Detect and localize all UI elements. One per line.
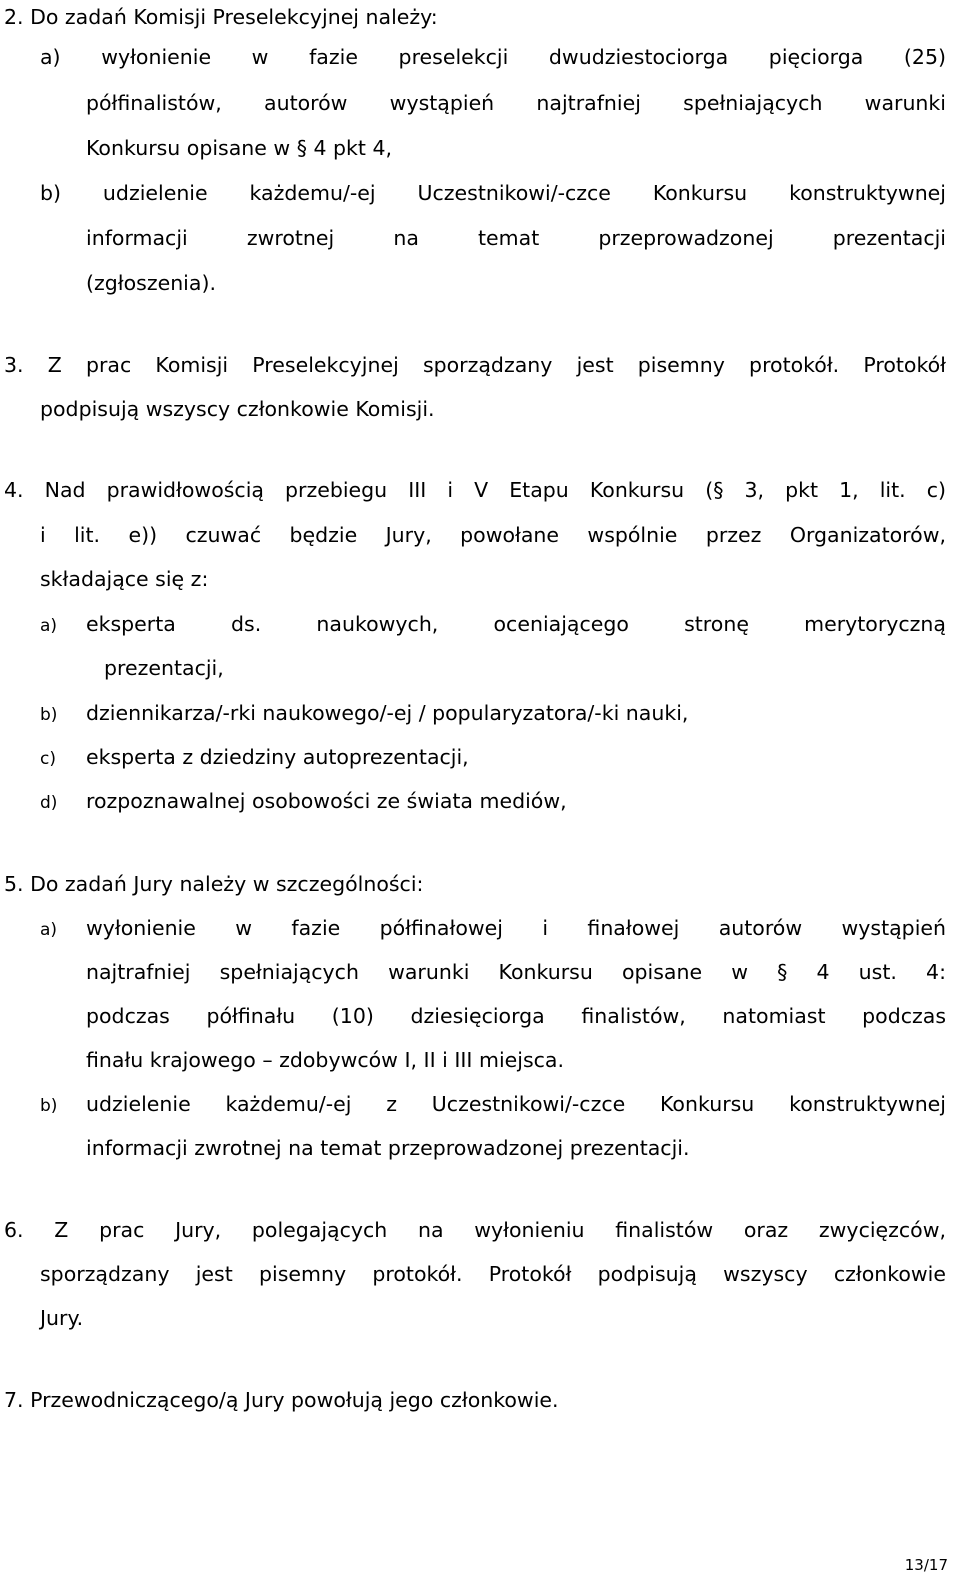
section-5-item-b-line-2: informacji zwrotnej na temat przeprowadzonej prezentacji. xyxy=(86,1136,690,1160)
section-2-item-a-line-2: półfinalistów, autorów wystąpień najtrafniej spełniających warunki xyxy=(86,91,946,115)
section-5-marker-b: b) xyxy=(40,1096,58,1116)
section-4-item-b: dziennikarza/-rki naukowego/-ej / popularyzatora/-ki nauki, xyxy=(86,701,689,725)
section-4-marker-c: c) xyxy=(40,749,56,769)
section-5-item-a-line-3: podczas półfinału (10) dziesięciorga finalistów, natomiast podczas xyxy=(86,1004,946,1028)
section-4-line-2: i lit. e)) czuwać będzie Jury, powołane wspólnie przez Organizatorów, xyxy=(40,523,946,547)
section-5-item-a-line-2: najtrafniej spełniających warunki Konkursu opisane w § 4 ust. 4: xyxy=(86,960,946,984)
section-4-item-d: rozpoznawalnej osobowości ze świata mediów, xyxy=(86,789,567,813)
section-7-line-1: 7. Przewodniczącego/ą Jury powołują jego członkowie. xyxy=(4,1388,559,1412)
section-3-line-2: podpisują wszyscy członkowie Komisji. xyxy=(40,397,435,421)
section-5-item-a-line-1: wyłonienie w fazie półfinałowej i finałowej autorów wystąpień xyxy=(86,916,946,940)
section-3-line-1: 3. Z prac Komisji Preselekcyjnej sporządzany jest pisemny protokół. Protokół xyxy=(4,353,946,377)
page-number: 13/17 xyxy=(904,1556,948,1574)
section-2-heading: 2. Do zadań Komisji Preselekcyjnej należy: xyxy=(4,5,438,29)
section-2-item-b-line-3: (zgłoszenia). xyxy=(86,271,216,295)
section-4-line-3: składające się z: xyxy=(40,567,209,591)
section-6-line-3: Jury. xyxy=(40,1306,84,1330)
section-2-item-a-line-3: Konkursu opisane w § 4 pkt 4, xyxy=(86,136,393,160)
section-5-item-b-line-1: udzielenie każdemu/-ej z Uczestnikowi/-czce Konkursu konstruktywnej xyxy=(86,1092,946,1116)
section-4-marker-b: b) xyxy=(40,705,58,725)
section-5-item-a-line-4: finału krajowego – zdobywców I, II i III miejsca. xyxy=(86,1048,564,1072)
section-4-marker-a: a) xyxy=(40,616,58,636)
section-4-item-a-line-2: prezentacji, xyxy=(104,656,224,680)
section-6-line-2: sporządzany jest pisemny protokół. Protokół podpisują wszyscy członkowie xyxy=(40,1262,946,1286)
section-5-heading: 5. Do zadań Jury należy w szczególności: xyxy=(4,872,424,896)
section-4-marker-d: d) xyxy=(40,793,58,813)
section-2-item-b-line-1: b) udzielenie każdemu/-ej Uczestnikowi/-czce Konkursu konstruktywnej xyxy=(40,181,946,205)
section-4-item-a-line-1: eksperta ds. naukowych, oceniającego stronę merytoryczną xyxy=(86,612,946,636)
section-4-line-1: 4. Nad prawidłowością przebiegu III i V Etapu Konkursu (§ 3, pkt 1, lit. c) xyxy=(4,478,946,502)
section-5-marker-a: a) xyxy=(40,920,58,940)
section-4-item-c: eksperta z dziedziny autoprezentacji, xyxy=(86,745,469,769)
section-6-line-1: 6. Z prac Jury, polegających na wyłonieniu finalistów oraz zwycięzców, xyxy=(4,1218,946,1242)
section-2-item-b-line-2: informacji zwrotnej na temat przeprowadzonej prezentacji xyxy=(86,226,946,250)
section-2-item-a-line-1: a) wyłonienie w fazie preselekcji dwudziestociorga pięciorga (25) xyxy=(40,45,946,69)
